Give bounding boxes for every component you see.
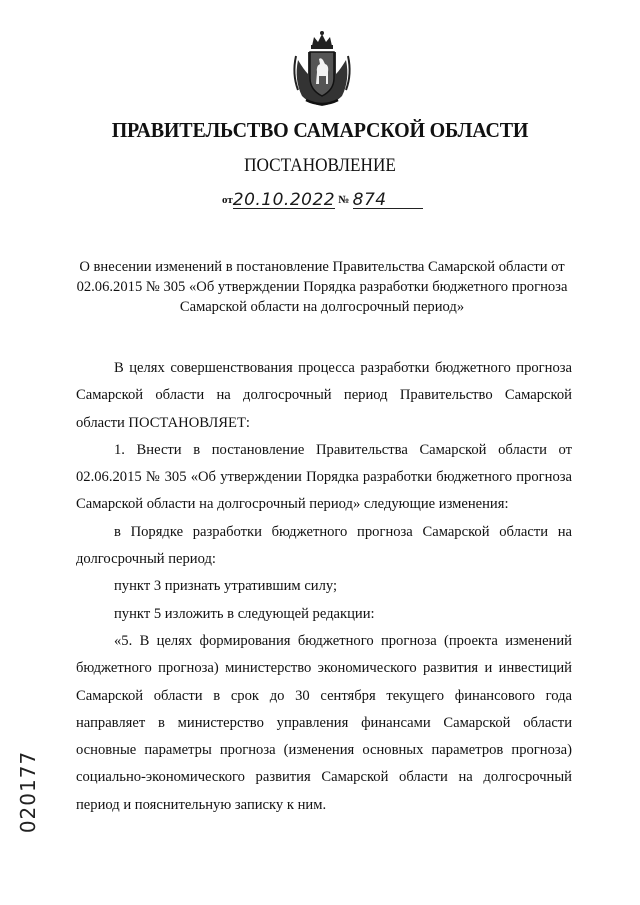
handwritten-date: 20.10.2022: [232, 190, 336, 210]
side-registration-code: 020177: [16, 750, 40, 834]
body-paragraph: пункт 3 признать утратившим силу;: [114, 578, 338, 595]
document-subject: О внесении изменений в постановление Правительства Самарской области от 02.06.2015 № 305 «Об утверждении Порядка разработки бюджетного прогноза Самарской области на долгосрочный период»: [76, 259, 568, 315]
date-number-line: [222, 188, 423, 212]
body-paragraph: в Порядке разработки бюджетного прогноза Самарской области на долгосрочный период:: [76, 523, 572, 568]
document-body: [76, 355, 572, 819]
number-prefix: №: [338, 194, 350, 206]
body-paragraph: 1. Внести в постановление Правительства Самарской области от 02.06.2015 № 305 «Об утверждении Порядка разработки бюджетного прогноза Самарской области на долгосрочный период» следующие изменения:: [76, 441, 572, 513]
date-prefix: от: [222, 194, 233, 206]
handwritten-number: 874: [352, 190, 387, 210]
body-paragraph: «5. В целях формирования бюджетного прогноза (проекта изменений бюджетного прогноза) министерство экономического развития и инвестиций Самарской области в срок до 30 сентября текущего финансового года направляет в министерство управления финансами Самарской области основные параметры прогноза (изменения основных параметров прогноза) социально-экономического развития Самарской области на долгосрочный период и пояснительную записку к ним.: [76, 632, 572, 813]
samara-coat-of-arms-icon: [290, 30, 354, 108]
body-paragraph: пункт 5 изложить в следующей редакции:: [114, 605, 375, 622]
government-title: ПРАВИТЕЛЬСТВО САМАРСКОЙ ОБЛАСТИ: [111, 118, 529, 142]
body-paragraph: В целях совершенствования процесса разработки бюджетного прогноза Самарской области на долгосрочный период Правительство Самарской области ПОСТАНОВЛЯЕТ:: [76, 360, 572, 431]
document-type-heading: ПОСТАНОВЛЕНИЕ: [244, 156, 396, 176]
